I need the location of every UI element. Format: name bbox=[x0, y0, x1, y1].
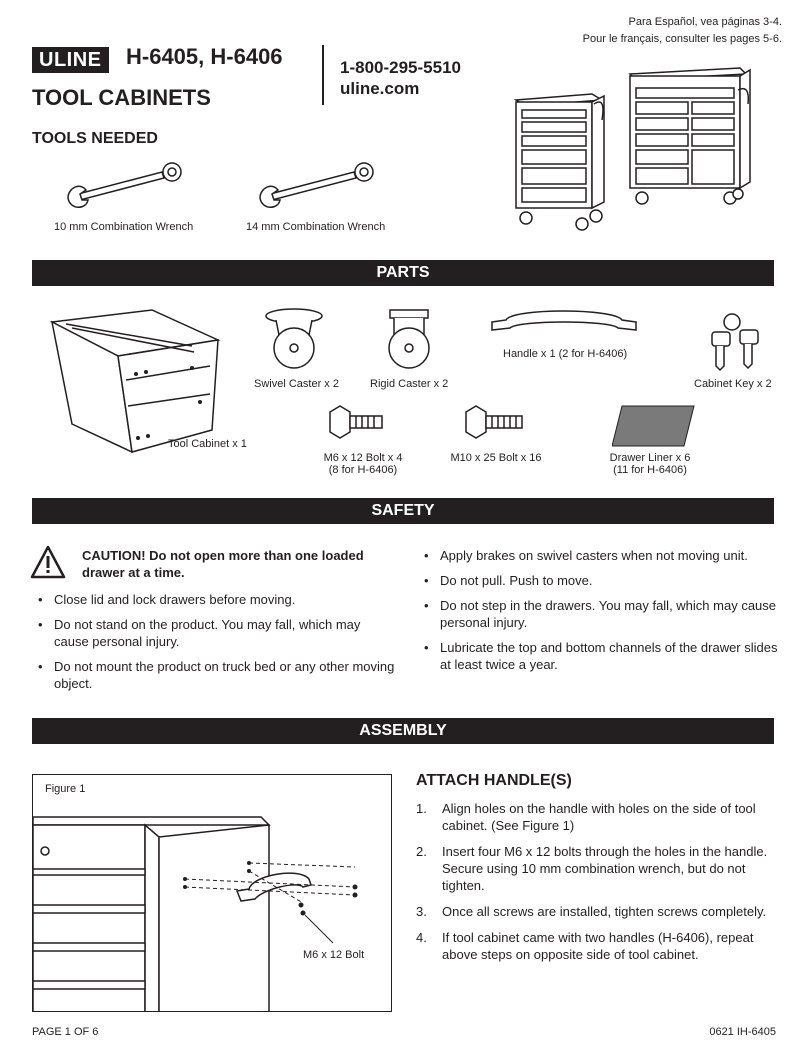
tools-needed-heading: TOOLS NEEDED bbox=[32, 130, 158, 147]
step-text: If tool cabinet came with two handles (H-6406), repeat above steps on opposite side of tool cabinet. bbox=[442, 930, 754, 962]
label-m6-bolt bbox=[311, 452, 415, 476]
safety-list-left bbox=[34, 591, 396, 700]
tool-10mm-wrench: 10 mm Combination Wrench bbox=[54, 221, 194, 233]
step-item bbox=[416, 800, 778, 834]
figure-label: Figure 1 bbox=[45, 783, 86, 795]
label-handle: Handle x 1 (2 for H-6406) bbox=[503, 348, 628, 360]
safety-item: • Apply brakes on swivel casters when not moving unit. bbox=[420, 547, 782, 564]
page-number: PAGE 1 OF 6 bbox=[32, 1026, 99, 1038]
document-code: 0621 IH-6405 bbox=[709, 1026, 776, 1038]
m10-bolt-icon bbox=[462, 404, 526, 440]
label-tool-cabinet: Tool Cabinet x 1 bbox=[168, 438, 247, 450]
assembly-steps bbox=[416, 800, 778, 972]
attach-handles-heading: ATTACH HANDLE(S) bbox=[416, 772, 572, 789]
key-icon bbox=[704, 310, 774, 374]
label-m10-bolt: M10 x 25 Bolt x 16 bbox=[450, 452, 542, 464]
assembly-heading: ASSEMBLY bbox=[32, 718, 774, 744]
label-drawer-liner-count: Drawer Liner x 6 bbox=[609, 452, 691, 464]
step-number: 1. bbox=[416, 801, 427, 816]
safety-item: • Do not mount the product on truck bed or any other moving object. bbox=[34, 658, 396, 692]
rigid-caster-icon bbox=[384, 306, 434, 372]
lang-french: Pour le français, consulter les pages 5-6. bbox=[582, 33, 782, 45]
wrench-icon bbox=[64, 160, 188, 216]
tool-cabinets-illustration bbox=[512, 64, 780, 240]
step-item bbox=[416, 929, 778, 963]
safety-item: • Do not pull. Push to move. bbox=[420, 572, 782, 589]
step-number: 2. bbox=[416, 844, 427, 859]
caution-line-2: drawer at a time. bbox=[82, 565, 185, 580]
warning-icon bbox=[30, 545, 66, 579]
label-m6-bolt-count: M6 x 12 Bolt x 4 bbox=[323, 452, 403, 464]
lang-spanish: Para Español, vea páginas 3-4. bbox=[628, 16, 782, 28]
safety-item: • Do not stand on the product. You may fall, which may cause personal injury. bbox=[34, 616, 396, 650]
label-cabinet-key: Cabinet Key x 2 bbox=[694, 378, 772, 390]
step-text: Insert four M6 x 12 bolts through the holes in the handle. Secure using 10 mm combination wrench, but do not tighten. bbox=[442, 844, 768, 893]
drawer-liner-icon bbox=[612, 404, 696, 448]
safety-item: • Close lid and lock drawers before moving. bbox=[34, 591, 396, 608]
step-item bbox=[416, 843, 778, 894]
label-drawer-liner bbox=[594, 452, 706, 476]
figure-1 bbox=[32, 774, 392, 1012]
swivel-caster-icon bbox=[258, 306, 328, 372]
uline-logo: ULINE bbox=[32, 47, 109, 73]
safety-item: • Do not step in the drawers. You may fall, which may cause personal injury. bbox=[420, 597, 782, 631]
safety-item: • Lubricate the top and bottom channels of the drawer slides at least twice a year. bbox=[420, 639, 782, 673]
parts-heading: PARTS bbox=[32, 260, 774, 286]
page-title: TOOL CABINETS bbox=[32, 85, 211, 110]
step-number: 3. bbox=[416, 904, 427, 919]
step-number: 4. bbox=[416, 930, 427, 945]
phone-number: 1-800-295-5510 bbox=[340, 58, 461, 77]
caution-text bbox=[82, 547, 364, 581]
step-item bbox=[416, 903, 778, 920]
wrench-icon bbox=[256, 160, 380, 216]
handle-icon bbox=[488, 306, 640, 336]
handle-assembly-diagram bbox=[33, 775, 391, 1011]
caution-line-1: CAUTION! Do not open more than one loaded bbox=[82, 548, 364, 563]
label-drawer-liner-note: (11 for H-6406) bbox=[613, 464, 687, 476]
tool-14mm-wrench: 14 mm Combination Wrench bbox=[246, 221, 386, 233]
label-m6-bolt-note: (8 for H-6406) bbox=[328, 464, 398, 476]
step-text: Align holes on the handle with holes on the side of tool cabinet. (See Figure 1) bbox=[442, 801, 756, 833]
header-divider bbox=[322, 45, 324, 105]
tool-cabinet-part-illustration bbox=[42, 306, 222, 456]
label-swivel-caster: Swivel Caster x 2 bbox=[254, 378, 339, 390]
bolt-callout: M6 x 12 Bolt bbox=[303, 949, 365, 961]
m6-bolt-icon bbox=[326, 404, 386, 440]
label-rigid-caster: Rigid Caster x 2 bbox=[370, 378, 449, 390]
safety-heading: SAFETY bbox=[32, 498, 774, 524]
model-numbers: H-6405, H-6406 bbox=[126, 44, 283, 69]
step-text: Once all screws are installed, tighten screws completely. bbox=[442, 904, 767, 919]
language-note bbox=[583, 14, 782, 48]
safety-list-right bbox=[420, 547, 782, 681]
website-link[interactable]: uline.com bbox=[340, 79, 420, 98]
